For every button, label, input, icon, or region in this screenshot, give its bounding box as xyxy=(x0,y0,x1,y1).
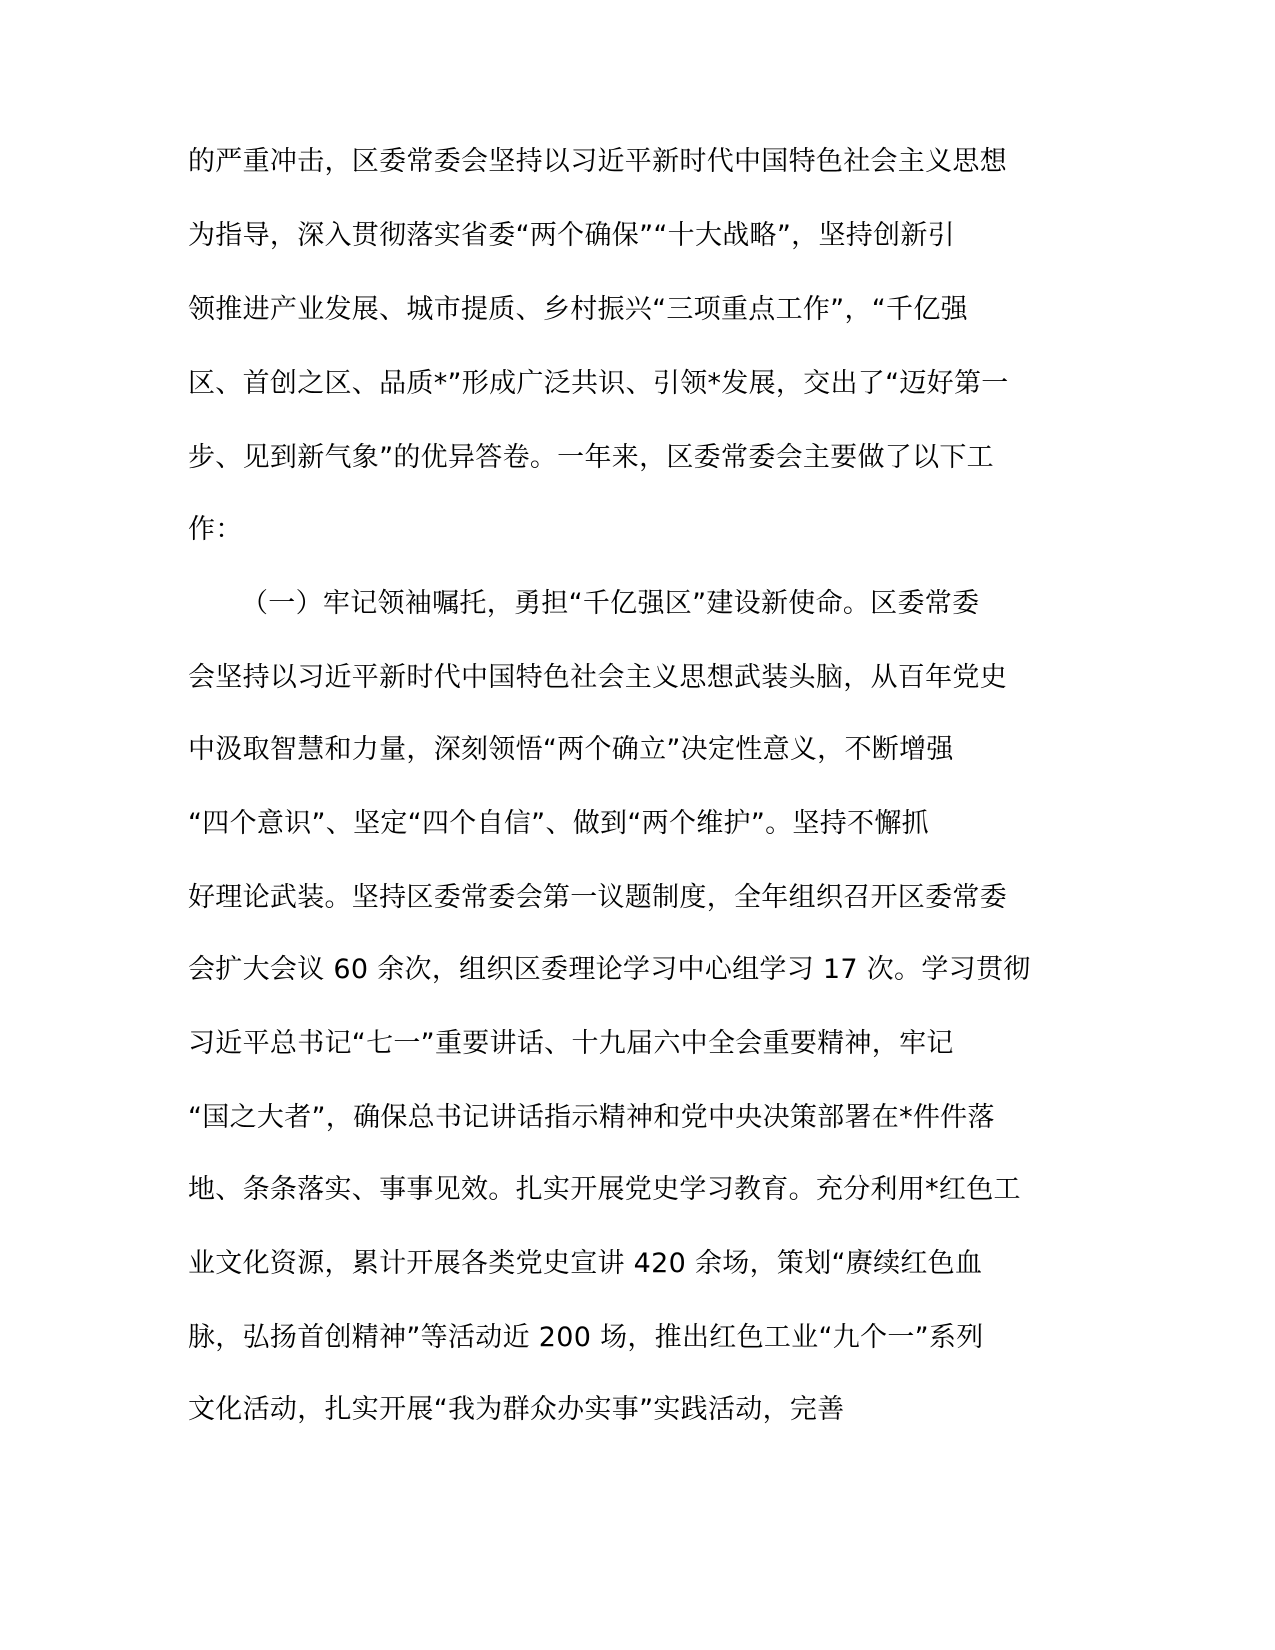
paragraph-heading-line: （一）牢记领袖嘱托，勇担“千亿强区”建设新使命。区委常委 xyxy=(241,588,980,619)
text-line: 步、见到新气象”的优异答卷。一年来，区委常委会主要做了以下工 xyxy=(188,442,994,473)
text-line: 领推进产业发展、城市提质、乡村振兴“三项重点工作”，“千亿强 xyxy=(188,294,968,325)
text-line: “四个意识”、坚定“四个自信”、做到“两个维护”。坚持不懈抓 xyxy=(188,808,929,839)
text-line: 会坚持以习近平新时代中国特色社会主义思想武装头脑，从百年党史 xyxy=(188,662,1007,693)
text-line: 习近平总书记“七一”重要讲话、十九届六中全会重要精神，牢记 xyxy=(188,1028,954,1059)
text-line: 地、条条落实、事事见效。扎实开展党史学习教育。充分利用*红色工 xyxy=(188,1174,1021,1205)
text-line: 业文化资源，累计开展各类党史宣讲 420 余场，策划“赓续红色血 xyxy=(188,1248,983,1279)
text-line: 脉，弘扬首创精神”等活动近 200 场，推出红色工业“九个一”系列 xyxy=(188,1322,984,1353)
text-line: 区、首创之区、品质*”形成广泛共识、引领*发展，交出了“迈好第一 xyxy=(188,368,1009,399)
text-line: 会扩大会议 60 余次，组织区委理论学习中心组学习 17 次。学习贯彻 xyxy=(188,954,1031,985)
text-line: 作： xyxy=(188,514,243,545)
text-line: 的严重冲击，区委常委会坚持以习近平新时代中国特色社会主义思想 xyxy=(188,146,1007,177)
text-line: 中汲取智慧和力量，深刻领悟“两个确立”决定性意义，不断增强 xyxy=(188,734,954,765)
text-line: 好理论武装。坚持区委常委会第一议题制度，全年组织召开区委常委 xyxy=(188,882,1007,913)
text-line: “国之大者”，确保总书记讲话指示精神和党中央决策部署在*件件落 xyxy=(188,1102,995,1133)
text-line: 文化活动，扎实开展“我为群众办实事”实践活动，完善 xyxy=(188,1394,845,1425)
text-line: 为指导，深入贯彻落实省委“两个确保”“十大战略”，坚持创新引 xyxy=(188,220,955,251)
